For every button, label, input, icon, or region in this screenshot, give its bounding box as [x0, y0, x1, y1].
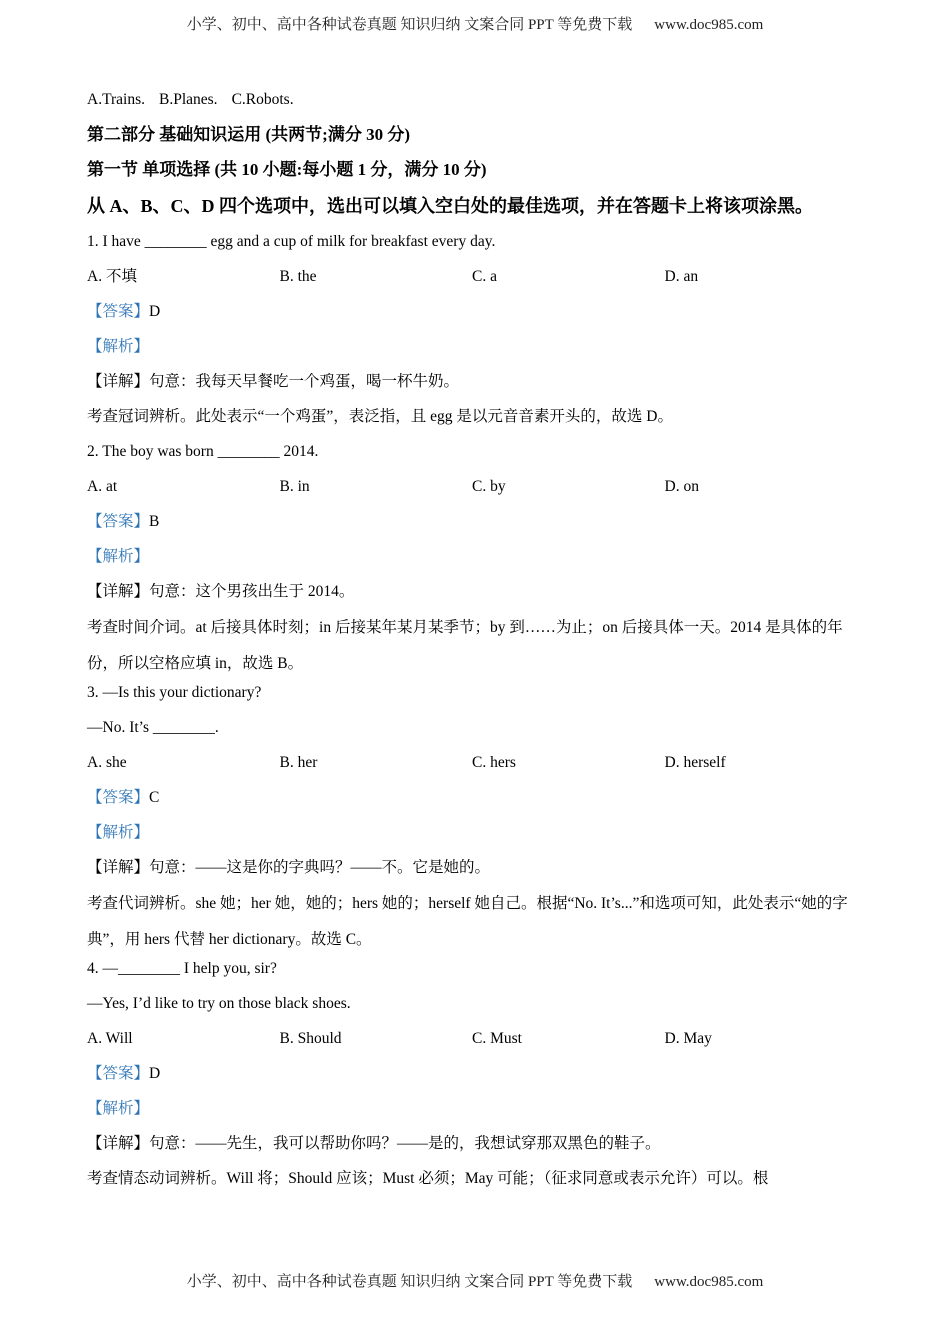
- answer-line: [87, 301, 857, 336]
- answer-line: [87, 511, 857, 546]
- option-b: B. in: [279, 478, 310, 495]
- question-options: [87, 476, 857, 511]
- footer-text: 小学、初中、高中各种试卷真题 知识归纳 文案合同 PPT 等免费下载: [186, 1274, 633, 1290]
- option-c: C. Must: [472, 1030, 522, 1047]
- option-d: D. an: [664, 268, 699, 285]
- question-3: [87, 682, 857, 958]
- detail-label: 【详解】: [87, 583, 150, 600]
- option-c: C. hers: [472, 754, 516, 771]
- option-b: B. her: [279, 754, 318, 771]
- header-text: 小学、初中、高中各种试卷真题 知识归纳 文案合同 PPT 等免费下载: [186, 17, 633, 33]
- question-stem: 3. —Is this your dictionary?: [87, 684, 262, 701]
- answer-value: D: [149, 303, 161, 320]
- section-instruction: 从 A、B、C、D 四个选项中，选出可以填入空白处的最佳选项，并在答题卡上将该项涂黑。: [87, 196, 813, 216]
- analysis-line: [87, 546, 857, 581]
- footer-site-link[interactable]: www.doc985.com: [654, 1274, 764, 1290]
- prev-option-c: C.Robots.: [231, 91, 294, 108]
- question-stem: 4. —________ I help you, sir?: [87, 960, 277, 977]
- option-b: B. the: [279, 268, 317, 285]
- analysis-line: [87, 336, 857, 371]
- analysis-label: 【解析】: [87, 824, 150, 841]
- header-site-link[interactable]: www.doc985.com: [654, 17, 764, 33]
- answer-label: 【答案】: [87, 513, 150, 530]
- analysis-label: 【解析】: [87, 338, 150, 355]
- detail-text: 句意：这个男孩出生于 2014。: [149, 583, 355, 600]
- question-stem-response: —Yes, I’d like to try on those black shoes.: [87, 995, 351, 1012]
- analysis-label: 【解析】: [87, 1100, 150, 1117]
- detail-label: 【详解】: [87, 1135, 150, 1152]
- analysis-line: [87, 822, 857, 857]
- question-options: [87, 1028, 857, 1063]
- question-stem: 1. I have ________ egg and a cup of milk for breakfast every day.: [87, 233, 496, 250]
- question-stem: 2. The boy was born ________ 2014.: [87, 443, 319, 460]
- explanation-text: 考查情态动词辨析。Will 将；Should 应该；Must 必须；May 可能；（征求同意或表示允许）可以。根: [87, 1170, 769, 1187]
- question-4: [87, 958, 857, 1203]
- answer-label: 【答案】: [87, 303, 150, 320]
- answer-value: C: [149, 789, 160, 806]
- answer-line: [87, 1063, 857, 1098]
- question-options: [87, 266, 857, 301]
- prev-option-a: A.Trains.: [87, 91, 145, 108]
- analysis-label: 【解析】: [87, 548, 150, 565]
- answer-label: 【答案】: [87, 789, 150, 806]
- option-a: A. Will: [87, 1030, 133, 1047]
- question-1: [87, 231, 857, 441]
- question-stem-response: —No. It’s ________.: [87, 719, 219, 736]
- option-a: A. 不填: [87, 268, 137, 285]
- page-footer: [0, 1270, 950, 1291]
- detail-label: 【详解】: [87, 859, 150, 876]
- option-c: C. by: [472, 478, 506, 495]
- question-2: [87, 441, 857, 682]
- option-d: D. herself: [664, 754, 726, 771]
- option-d: D. May: [664, 1030, 712, 1047]
- previous-question-options: [87, 89, 857, 124]
- section-subtitle: 第一节 单项选择 (共 10 小题:每小题 1 分，满分 10 分): [87, 160, 487, 179]
- option-d: D. on: [664, 478, 699, 495]
- option-c: C. a: [472, 268, 497, 285]
- explanation-text: 考查代词辨析。she 她；her 她，她的；hers 她的；herself 她自己。根据“No. It’s...”和选项可知，此处表示“她的字典”，用 hers 代替 her dictionary。故选 C。: [87, 895, 848, 948]
- detail-text: 句意：我每天早餐吃一个鸡蛋，喝一杯牛奶。: [149, 373, 460, 390]
- detail-text: 句意：——先生，我可以帮助你吗？——是的，我想试穿那双黑色的鞋子。: [149, 1135, 661, 1152]
- question-options: [87, 752, 857, 787]
- option-b: B. Should: [279, 1030, 342, 1047]
- option-a: A. at: [87, 478, 118, 495]
- answer-value: D: [149, 1065, 161, 1082]
- explanation-text: 考查时间介词。at 后接具体时刻；in 后接某年某月某季节；by 到……为止；on 后接具体一天。2014 是具体的年份，所以空格应填 in，故选 B。: [87, 619, 843, 672]
- answer-label: 【答案】: [87, 1065, 150, 1082]
- detail-text: 句意：——这是你的字典吗？——不。它是她的。: [149, 859, 491, 876]
- detail-label: 【详解】: [87, 373, 150, 390]
- page-header: [0, 13, 950, 34]
- part-title: 第二部分 基础知识运用 (共两节;满分 30 分): [87, 125, 410, 144]
- detail-line: [87, 371, 857, 406]
- answer-line: [87, 787, 857, 822]
- analysis-line: [87, 1098, 857, 1133]
- explanation-text: 考查冠词辨析。此处表示“一个鸡蛋”，表泛指，且 egg 是以元音音素开头的，故选 D。: [87, 408, 673, 425]
- answer-value: B: [149, 513, 160, 530]
- document-body: [87, 89, 857, 1203]
- detail-line: [87, 1133, 857, 1168]
- prev-option-b: B.Planes.: [159, 91, 218, 108]
- option-a: A. she: [87, 754, 127, 771]
